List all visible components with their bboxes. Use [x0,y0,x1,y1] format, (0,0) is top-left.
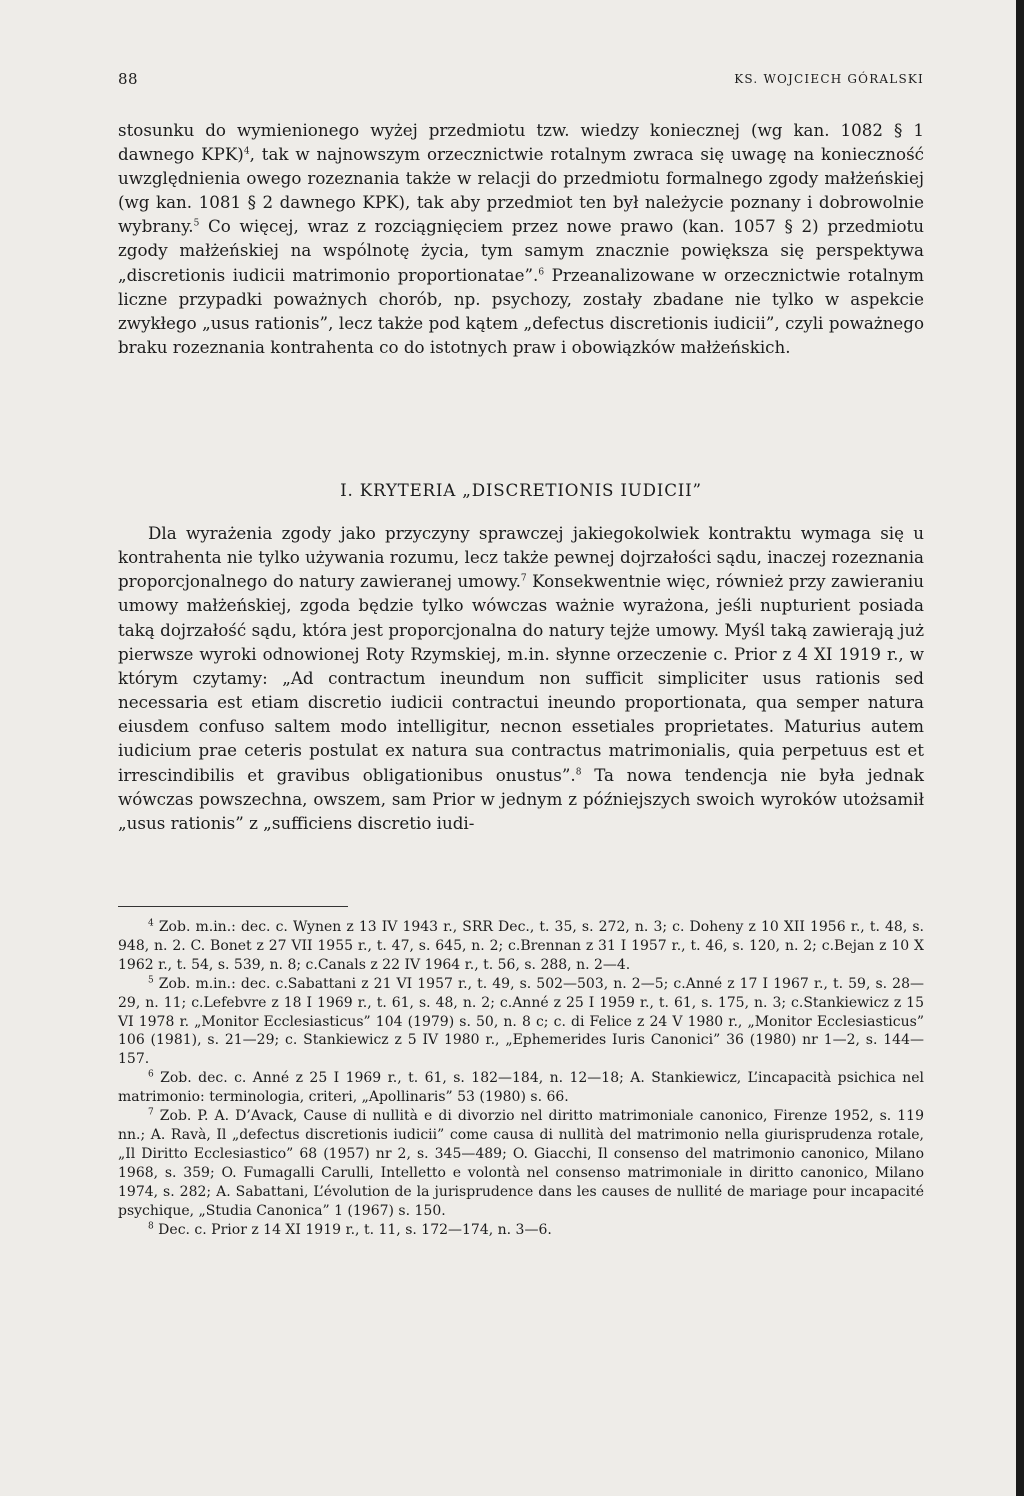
body-paragraph-1 [118,118,924,359]
footnote-8 [118,1221,924,1240]
footnote-number: 6 [148,1069,154,1080]
page-number: 88 [118,70,139,88]
section-heading: I. KRYTERIA „DISCRETIONIS IUDICII” [340,480,702,500]
footnote-separator [118,906,348,907]
text-run: stosunku do wymienionego wyżej przedmiotu tzw. wiedzy koniecznej (wg kan. 1082 § 1 dawnego KPK) [118,120,924,165]
page-header [118,70,924,92]
text-run: Konsekwentnie więc, również przy zawieraniu umowy małżeńskiej, zgoda będzie tylko wówczas ważnie wyrażona, jeśli nupturient posiada taką dojrzałość sądu, która jest proporcjonalna do natury tejże umowy. Myśl taką zawierają już pierwsze wyroki odnowionej Roty Rzymskiej, m.in. słynne orzeczenie c. Prior z 4 XI 1919 r., w którym czytamy: „Ad contractum ineundum non sufficit simpliciter usus rationis sed necessaria est etiam discretio iudicii contractui ineundo proportionata, qua semper natura eiusdem confuso saltem modo intelligitur, necnon essetiales proprietates. Maturius autem iudicium prae ceteris postulat ex natura sua contractus matrimonialis, quia perpetuus est et irrescindibilis et gravibus obligationibus onustus”. [118,571,924,785]
body-paragraph-2 [118,521,924,835]
footnote-text: Zob. m.in.: dec. c. Wynen z 13 IV 1943 r., SRR Dec., t. 35, s. 272, n. 3; c. Doheny z 10 XII 1956 r., t. 48, s. 948, n. 2. C. Bonet z 27 VII 1955 r., t. 47, s. 645, n. 2; c.Brennan z 31 I 1957 r., t. 46, s. 120, n. 2; c.Bejan z 10 X 1962 r., t. 54, s. 539, n. 8; c.Canals z 22 IV 1964 r., t. 56, s. 288, n. 2—4. [118,919,924,973]
footnote-text: Zob. P. A. D’Avack, Cause di nullità e di divorzio nel diritto matrimoniale canonico, Firenze 1952, s. 119 nn.; A. Ravà, Il „defectus discretionis iudicii” come causa di nullità del matrimonio nella giurisprudenza rotale, „Il Diritto Ecclesiastico” 68 (1957) nr 2, s. 345—489; O. Giacchi, Il consenso del matrimonio canonico, Milano 1968, s. 359; O. Fumagalli Carulli, Intelletto e volontà nel consenso matrimoniale in diritto canonico, Milano 1974, s. 282; A. Sabattani, L’évolution de la jurisprudence dans les causes de nullité de mariage pour incapacité psychique, „Studia Canonica” 1 (1967) s. 150. [118,1108,924,1219]
footnote-ref[interactable]: 4 [243,146,250,157]
footnotes [118,918,924,1239]
footnote-5 [118,975,924,1070]
footnote-ref[interactable]: 6 [538,267,545,277]
text-run: Dla wyrażenia zgody jako przyczyny sprawczej jakiegokolwiek kontraktu wymaga się u kontrahenta nie tylko używania rozumu, lecz także pewnej dojrzałości sądu, inaczej rozeznania proporcjonalnego do natury zawieranej umowy. [118,523,924,592]
footnote-4 [118,918,924,975]
running-head: KS. WOJCIECH GÓRALSKI [734,72,924,86]
footnote-text: Zob. m.in.: dec. c.Sabattani z 21 VI 1957 r., t. 49, s. 502—503, n. 2—5; c.Anné z 17 I 1967 r., t. 59, s. 28—29, n. 11; c.Lefebvre z 18 I 1969 r., t. 61, s. 48, n. 2; c.Anné z 25 I 1959 r., t. 61, s. 175, n. 3; c.Stankiewicz z 15 VI 1978 r. „Monitor Ecclesiasticus” 104 (1979) s. 50, n. 8 c; c. di Felice z 24 V 1980 r., „Monitor Ecclesiasticus” 106 (1981), s. 21—29; c. Stankiewicz z 5 IV 1980 r., „Ephemerides Iuris Canonici” 36 (1980) nr 1—2, s. 144—157. [118,975,924,1068]
footnote-number: 4 [148,918,154,929]
footnote-number: 8 [148,1220,154,1231]
scan-edge [1016,0,1024,1496]
text-run: , tak w najnowszym orzecznictwie rotalnym zwraca się uwagę na konieczność uwzględnienia owego rozeznania także w relacji do przedmiotu formalnego zgody małżeńskiej (wg kan. 1081 § 2 dawnego KPK), tak aby przedmiot ten był należycie poznany i dobrowolnie wybrany. [118,144,925,237]
footnote-text: Zob. dec. c. Anné z 25 I 1969 r., t. 61, s. 182—184, n. 12—18; A. Stankiewicz, L’incapacità psichica nel matrimonio: terminologia, criteri, „Apollinaris” 53 (1980) s. 66. [118,1070,924,1106]
footnote-number: 5 [148,975,154,986]
footnote-ref[interactable]: 8 [575,767,582,777]
footnote-ref[interactable]: 5 [193,218,200,229]
footnote-ref[interactable]: 7 [520,573,527,584]
footnote-text: Dec. c. Prior z 14 XI 1919 r., t. 11, s. 172—174, n. 3—6. [153,1221,552,1238]
text-run: Co więcej, wraz z rozciągnięciem przez nowe prawo (kan. 1057 § 2) przedmiotu zgody małżeńskiej na wspólnotę życia, tym samym znacznie powiększa się perspektywa „discretionis iudicii matrimonio proportionatae”. [118,216,924,285]
text-run: Przeanalizowane w orzecznictwie rotalnym liczne przypadki poważnych chorób, np. psychozy, zostały zbadane nie tylko w aspekcie zwykłego „usus rationis”, lecz także pod kątem „defectus discretionis iudicii”, czyli poważnego braku rozeznania kontrahenta co do istotnych praw i obowiązków małżeńskich. [118,264,925,357]
text-run: Ta nowa tendencja nie była jednak wówczas powszechna, owszem, sam Prior w jednym z późniejszych swoich wyroków utożsamił „usus rationis” z „sufficiens discretio iudi- [118,764,925,833]
footnote-7 [118,1107,924,1220]
footnote-number: 7 [148,1107,154,1118]
footnote-6 [118,1069,924,1107]
